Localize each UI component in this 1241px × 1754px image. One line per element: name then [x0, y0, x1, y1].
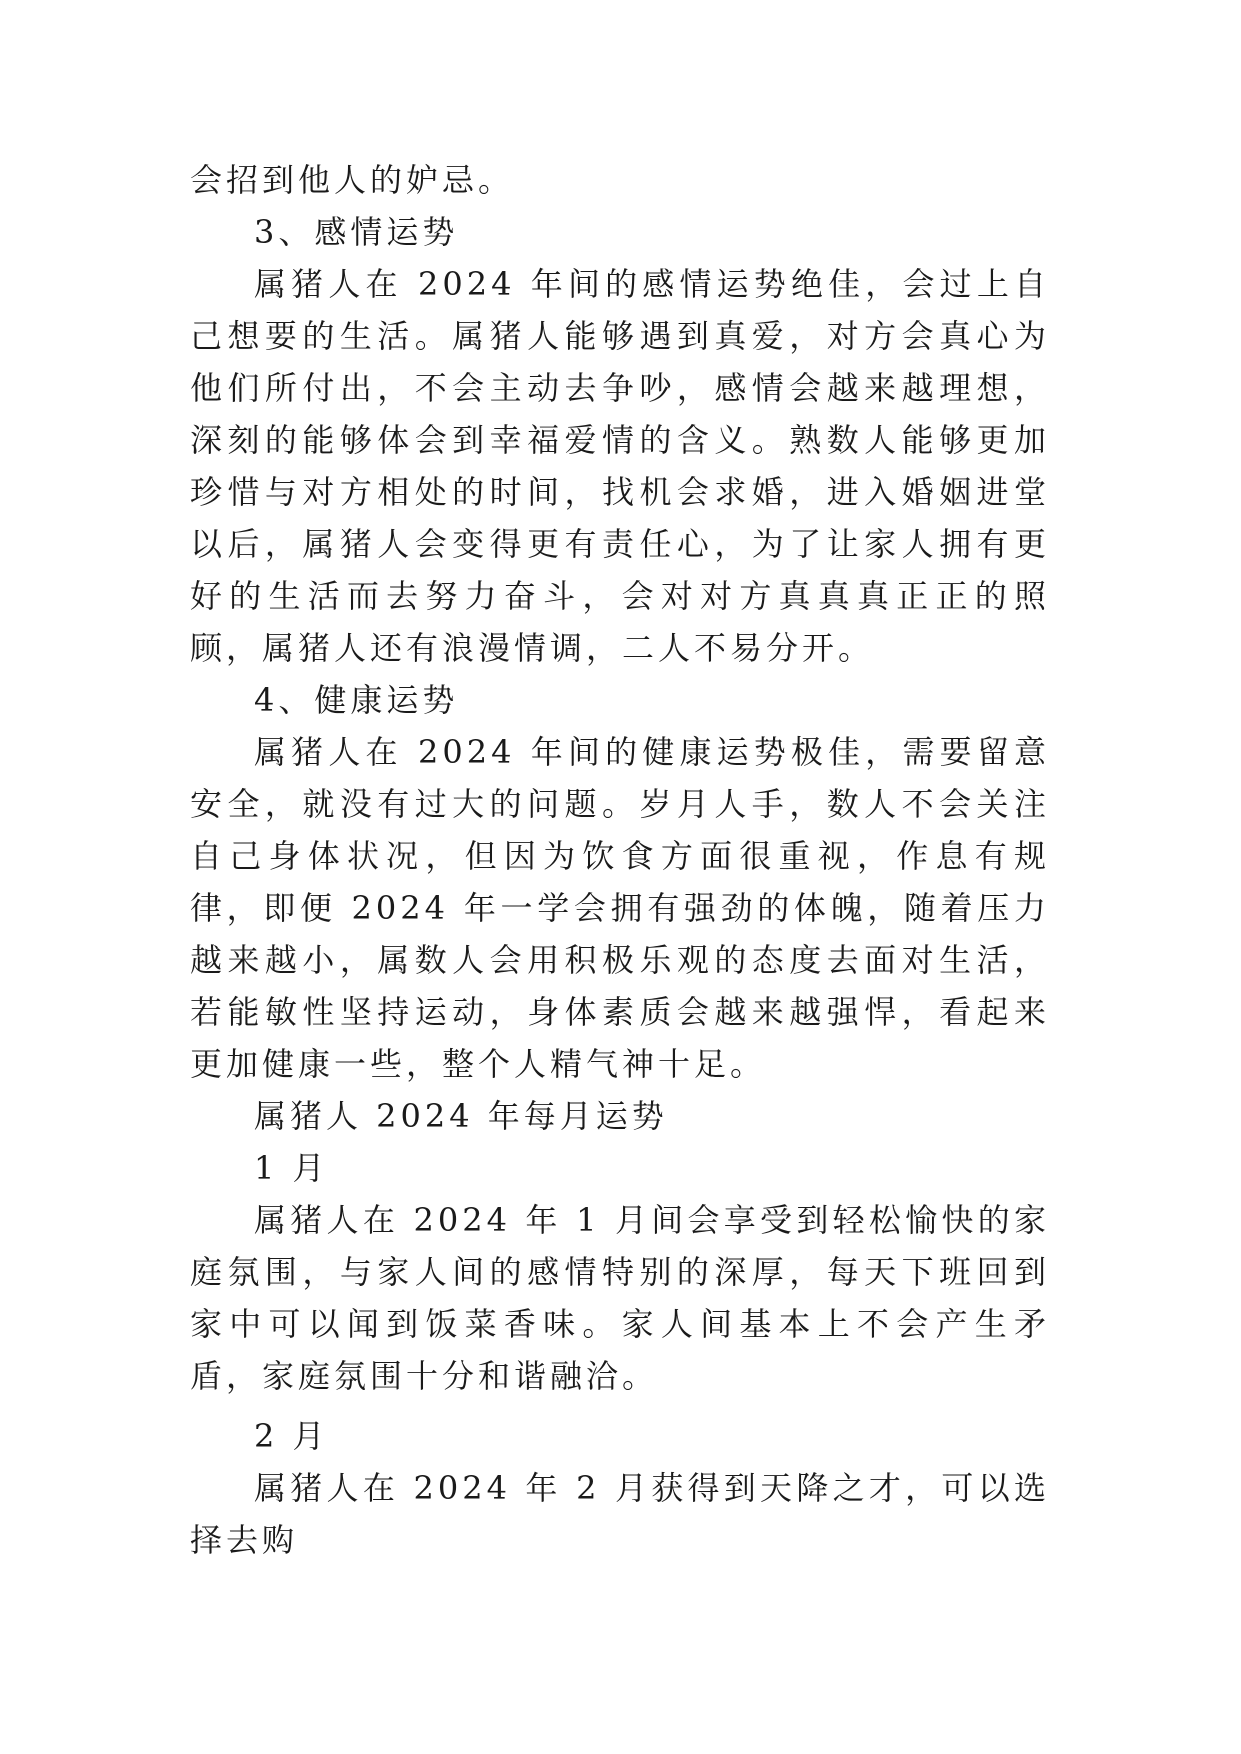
month-heading-february: 2 月	[254, 1417, 329, 1455]
section-heading-emotion: 3、感情运势	[254, 213, 459, 251]
paragraph-health: 属猪人在 2024 年间的健康运势极佳，需要留意安全，就没有过大的问题。岁月人手，数人不会关注自己身体状况，但因为饮食方面很重视，作息有规律，即便 2024 年一学会拥有强劲的体魄，随着压力越来越小，属数人会用积极乐观的态度去面对生活，若能敏性坚持运动，身体素质会越来越强悍，看起来更加健康一些，整个人精气神十足。	[190, 733, 1050, 1083]
document-body	[190, 154, 1050, 1566]
month-heading-january: 1 月	[254, 1149, 329, 1187]
paragraph-february: 属猪人在 2024 年 2 月获得到天降之才，可以选择去购	[190, 1469, 1050, 1559]
section-heading-health: 4、健康运势	[254, 681, 459, 719]
paragraph-spacer	[190, 1402, 1050, 1410]
paragraph-emotion: 属猪人在 2024 年间的感情运势绝佳，会过上自己想要的生活。属猪人能够遇到真爱，对方会真心为他们所付出，不会主动去争吵，感情会越来越理想，深刻的能够体会到幸福爱情的含义。熟数人能够更加珍惜与对方相处的时间，找机会求婚，进入婚姻进堂以后，属猪人会变得更有责任心，为了让家人拥有更好的生活而去努力奋斗，会对对方真真真正正的照顾，属猪人还有浪漫情调，二人不易分开。	[190, 265, 1050, 667]
paragraph-continuation: 会招到他人的妒忌。	[190, 161, 515, 199]
paragraph-january: 属猪人在 2024 年 1 月间会享受到轻松愉快的家庭氛围，与家人间的感情特别的深厚，每天下班回到家中可以闻到饭菜香味。家人间基本上不会产生矛盾，家庭氛围十分和谐融洽。	[190, 1201, 1050, 1395]
section-heading-monthly: 属猪人 2024 年每月运势	[254, 1097, 668, 1135]
